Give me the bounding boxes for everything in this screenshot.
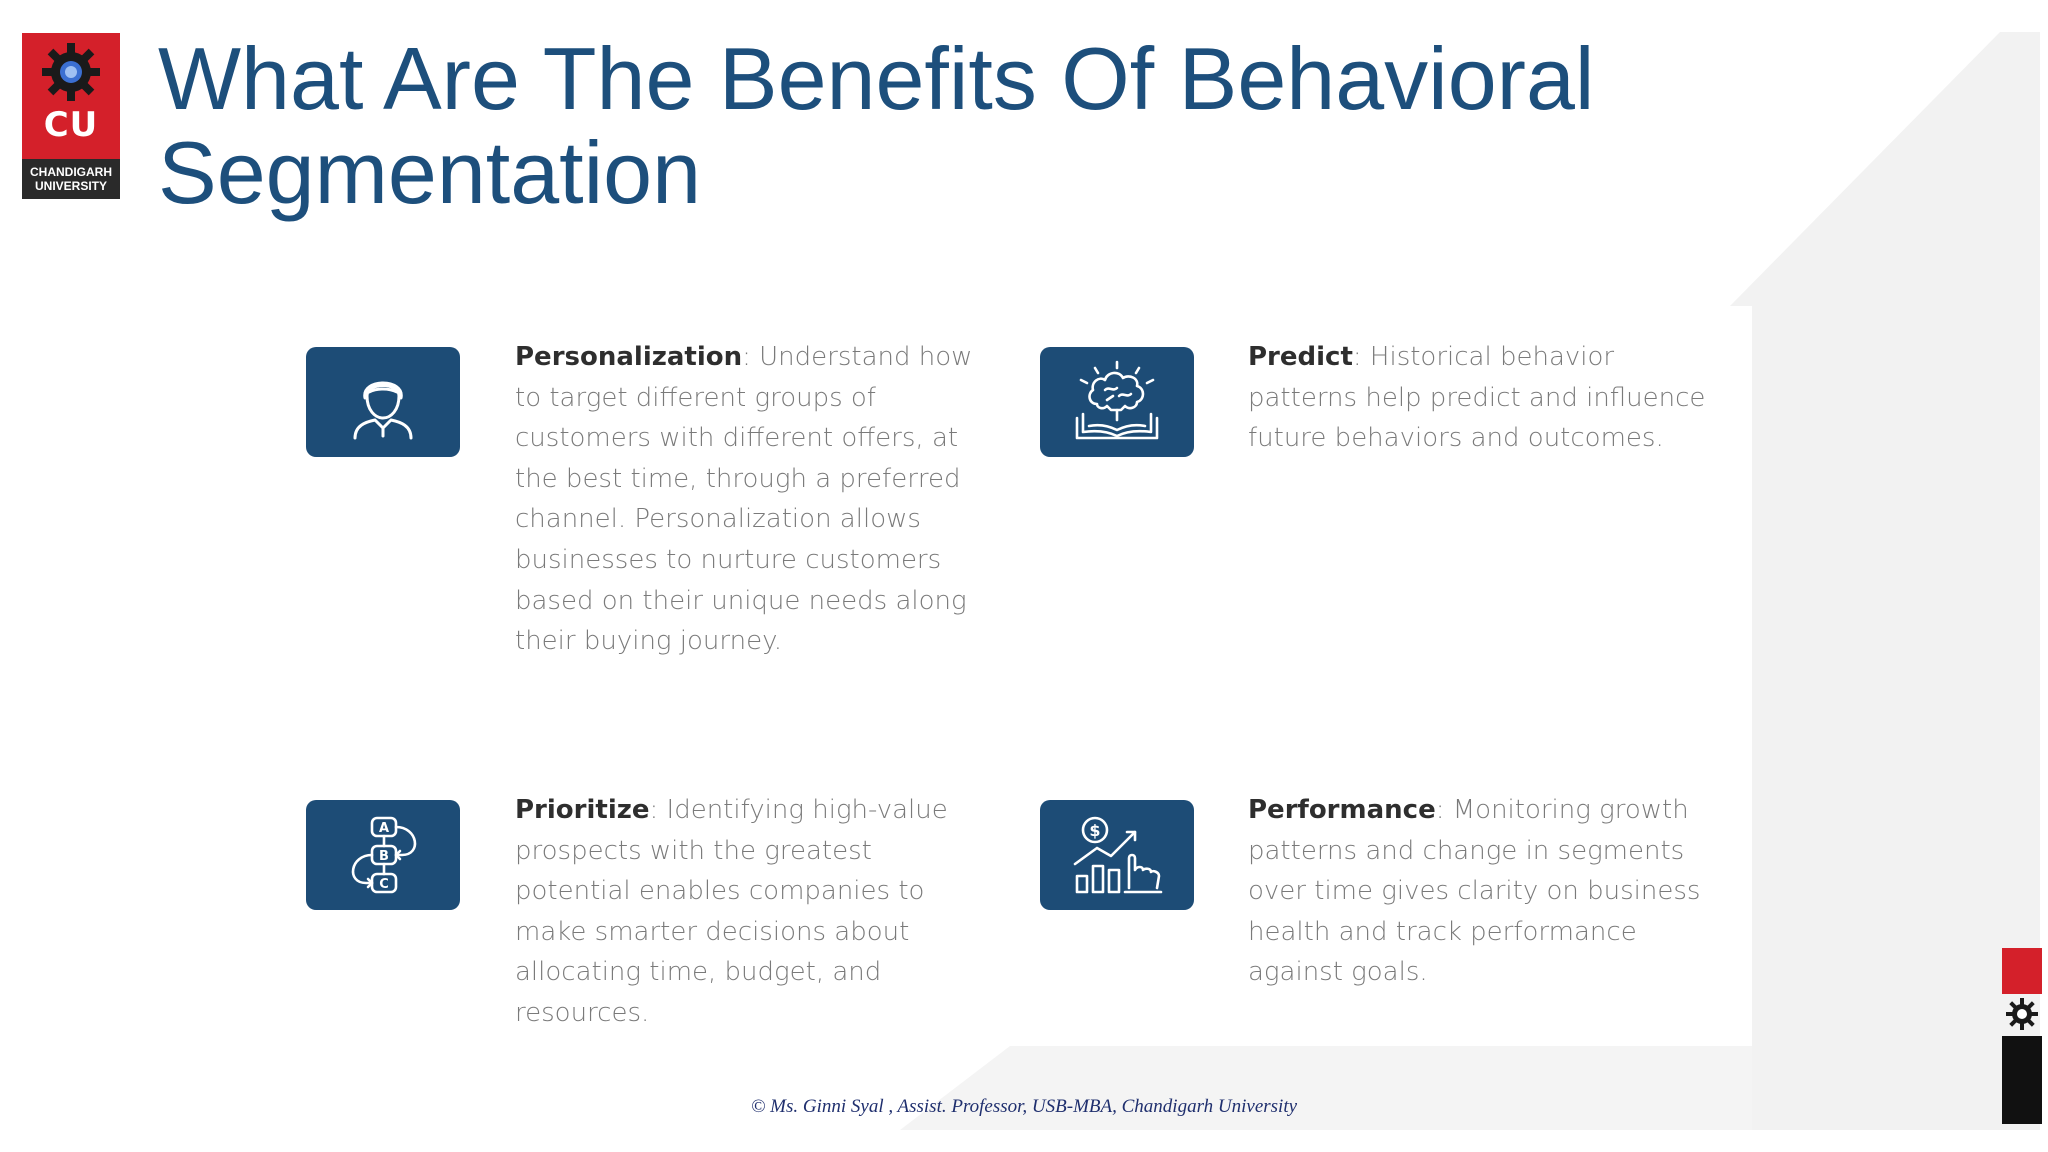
personalization-description: : Understand how to target different groups of customers with different offers, at the best time, through a preferred channel. Personalization allows businesses to nurture customers based on their unique needs along their buying journey. [515,342,973,657]
svg-text:C: C [379,877,389,892]
svg-text:$: $ [1089,821,1101,840]
prioritize-label: Prioritize [515,795,650,825]
growth-chart-icon [1067,812,1167,898]
performance-description: : Monitoring growth patterns and change in segments over time gives clarity on business health and track performance against goals. [1248,795,1701,988]
performance-card-text [1248,790,1723,993]
svg-text:B: B [379,849,389,864]
university-logo [22,33,120,199]
predict-label: Predict [1248,342,1353,372]
logo-abbr: CU [43,105,99,145]
prioritize-card-icon [306,800,460,910]
performance-card-icon [1040,800,1194,910]
prioritize-description: : Identifying high-value prospects with the greatest potential enables companies to make smarter decisions about allocating time, budget, and resources. [515,795,948,1028]
logo-name: CHANDIGARH UNIVERSITY [22,159,120,199]
side-gear-icon [2004,996,2040,1032]
prioritize-card-text [515,790,990,1034]
predict-card-text [1248,337,1723,459]
abc-flow-icon [338,812,428,898]
gear-emblem-icon [38,39,104,105]
brain-book-icon [1067,360,1167,444]
side-black-marker [2002,1036,2042,1124]
personalization-card-text [515,337,990,662]
svg-text:A: A [378,821,390,836]
performance-label: Performance [1248,795,1436,825]
person-icon [343,362,423,442]
slide-title: What Are The Benefits Of Behavioral Segmentation [158,29,1595,222]
footer-credit: © Ms. Ginni Syal , Assist. Professor, USB-MBA, Chandigarh University [750,1096,1298,1117]
side-red-marker [2002,948,2042,994]
predict-description: : Historical behavior patterns help predict and influence future behaviors and outcomes. [1248,342,1706,454]
personalization-label: Personalization [515,342,743,372]
predict-card-icon [1040,347,1194,457]
personalization-card-icon [306,347,460,457]
